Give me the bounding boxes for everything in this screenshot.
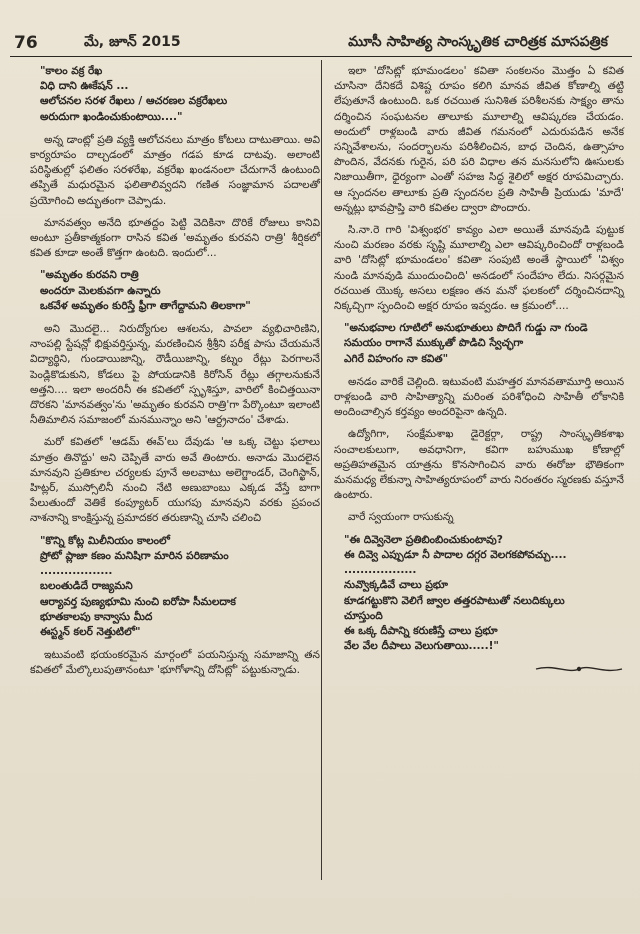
issue-date: మే, జూన్ 2015	[84, 33, 181, 50]
poem-line: చూస్తుంది	[344, 609, 383, 622]
paragraph: అని మొదలై... నిరుద్యోగుల ఆశలను, పావలా వ్యభిచారిణిని, నాంపల్లి స్టేషన్లో భిక్షువర్తిస్తున్న, మరణించిన శ్రీశ్రీని పరీక్ష పాసు చేయమనే విద్యార్థిని, గుండాయిజాన్ని, రౌడీయిజాన్ని, కట్నం రేట్లు పెరగాలనే పెండ్లికొడుకుని, కోడలు పై పోయడానికి కిరోసిన్ రేట్లు తగ్గాలనుకునే అత్తని.... ఇలా అందరినీ ఈ కవితలో స్పృశిస్తూ, వారిలో కించిత్తయినా దొరకని 'మానవత్వం'ను 'అమృతం కురవని రాత్రి'గా పేర్కొంటూ ఇలాంటి నీతిమాలిన సమాజంలో మనమున్నాం అని 'ఆర్ద్రనాదం' చేశాడు.	[30, 323, 320, 427]
poem-line: సమయం రాగానే ముక్కుతో పొడిచి స్వేచ్ఛగా	[344, 337, 524, 350]
poem-line: అందరూ మెలకువగా ఉన్నారు	[40, 284, 161, 297]
poem-excerpt	[40, 534, 320, 640]
poem-line: ..................	[344, 564, 417, 577]
poem-line: భూతకాలపు కాన్వాసు మీద	[40, 610, 153, 623]
end-ornament-icon	[534, 662, 624, 676]
poem-line: "కొన్ని కోట్ల మిలీనియం కాలంలో	[40, 534, 170, 547]
page-number: 76	[14, 33, 38, 53]
poem-excerpt	[344, 321, 624, 367]
end-ornament	[334, 662, 624, 681]
magazine-title: మూసీ సాహిత్య సాంస్కృతిక చారిత్రక మాసపత్రిక	[348, 33, 608, 50]
poem-excerpt	[40, 64, 320, 125]
poem-line: ఒకవేళ అమృతం కురిస్తే ఫ్రీగా తాగేద్దామని తిలకాగా"	[40, 299, 251, 312]
poem-excerpt	[344, 533, 624, 655]
paragraph: ఇటువంటి భయంకరమైన మార్గంలో పయనిస్తున్న సమాజాన్ని తన కవితలో మేల్కొలుపుతానంటూ 'భూగోళాన్ని దోసిట్లో' పట్టుకున్నాడు.	[30, 649, 320, 677]
poem-line: "అమృతం కురవని రాత్రి	[40, 269, 139, 282]
poem-line: ప్రోటో ప్లాజా కణం మనిషిగా మారిన పరిణామం	[40, 549, 229, 562]
poem-line: విధి దాని ఊకేషన్ ...	[40, 80, 129, 93]
paragraph: అన్న డాంట్లో ప్రతి వ్యక్తి ఆలోచనలు మాత్రం కోటలు దాటుతాయి. అవి కార్యరూపం దాల్చడంలో మాత్రం గడప కూడ దాటవు. అలాంటి పరిస్థితుల్లో ఫలితం సరళరేఖ, వక్రరేఖ ఖండనంలా చేదుగానే ఉంటుంది తప్పితే మధురమైన ఫలితాలివ్వదని గణిత సంజ్ఞామాన పదాలతో ప్రయోగించి అద్భుతంగా చెప్పాడు.	[30, 133, 320, 207]
page-header	[10, 30, 632, 57]
paragraph: అనడం వారికే చెల్లింది. ఇటువంటి మహత్తర మానవతామూర్తి అయిన రాళ్లబండి వారి సాహిత్యాన్ని మరింత పరిశోధించి సాహితీ లోకానికి అందించాల్సిన కర్తవ్యం అందరిపైనా ఉన్నది.	[334, 375, 624, 419]
right-column	[334, 64, 624, 682]
poem-line: ..................	[40, 565, 113, 578]
left-column	[30, 64, 320, 686]
poem-line: "అనుభవాల గూటిలో అనుభూతులు పొదిగే గుడ్డు నా గుండె	[344, 322, 588, 335]
poem-line: బలంతుడిదే రాజ్యమని	[40, 580, 133, 593]
poem-line: "ఈ దివ్వెనెలా ప్రతిబింబించుకుంటావు?	[344, 533, 503, 546]
poem-line: ఆలోచనల సరళ రేఖలు / ఆచరణల వక్రరేఖలు	[40, 95, 228, 108]
poem-line: ఆర్యావర్త పుణ్యభూమి నుంచి ఐరోపా సీమలదాక	[40, 595, 236, 608]
column-divider	[321, 60, 322, 880]
poem-line: కూడగట్టుకొని వెలిగే జ్వాల తత్తరపాటుతో నలుదిక్కులు	[344, 594, 565, 607]
paragraph: మానవత్వం అనేది భూతద్దం పెట్టి వెదికినా దొరికే రోజులు కానివి అంటూ ప్రతీకాత్మకంగా రాసిన కవిత 'అమృతం కురవని రాత్రి' శీర్షికలో కవిత కూడా అంతే కొత్తగా ఉంటది. ఇందులో...	[30, 216, 320, 260]
poem-line: ఈ దివ్వె ఎప్పుడూ నీ పాదాల దగ్గర వెలగకపోవచ్చు....	[344, 548, 567, 561]
poem-excerpt	[40, 268, 320, 314]
paragraph: మరో కవితలో 'ఆడమ్ ఈవ్'లు దేవుడు 'ఆ ఒక్క చెట్టు ఫలాలు మాత్రం తినొద్దు' అని చెప్పితే వారు అవే తింటారు. అనాడు మొదలైన మానవుని ప్రతికూల చర్యలకు పూనే అలవాటు అలెగ్జాండర్, చెంగిస్ఖాన్, హిట్లర్, ముస్సోలినీ నుంచి నేటి అణుబాంబు ఎక్కడ వేస్తే బాగా పేలుతుందో వెతికే కంప్యూటర్ యుగపు మానవుని వరకు ప్రపంచ నాశనాన్ని కాంక్షిస్తున్న ప్రమాదకర తరుణాన్ని చూసి చలించి	[30, 436, 320, 525]
poem-line: వేల వేల దీపాలు వెలుగుతాయి.....!"	[344, 640, 499, 653]
paragraph: ఉద్యోగిగా, సంక్షేమశాఖ డైరెక్టర్గా, రాష్ట్ర సాంస్కృతికశాఖ సంచాలకులుగా, అవధానిగా, కవిగా బహుముఖ కోణాల్లో అప్రతిహతమైన యాత్రను కొనసాగించిన వారు ఈరోజు భౌతికంగా మనమధ్య లేకున్నా సాహిత్యరూపంలో వారు నిరంతరం స్మరణకు వస్తూనే ఉంటారు.	[334, 428, 624, 502]
paragraph: సి.నా.రె గారి 'విశ్వంభర' కావ్యం ఎలా అయితే మానవుడి పుట్టుక నుంచి మరణం వరకు సృష్టి మూలాల్ని ఎలా ఆవిష్కరించిందో రాళ్లబండి వారి 'దోసిట్లో భూమండలం' కవితా సంపుటి అంతే స్థాయిలో 'విశ్వం నుండి మానవుడి ముందుంచింది' అనడంలో సందేహం లేదు. నిసర్గమైన రచయిత యొక్క అసలు లక్షణం తన మనో ఫలకంలో దర్శించినదాన్ని నిక్కచ్చిగా స్పందించి అక్షర రూపం ఇవ్వడం. ఆ క్రమంలో....	[334, 224, 624, 313]
paragraph: ఇలా 'దోసిట్లో భూమండలం' కవితా సంకలనం మొత్తం ఏ కవిత చూసినా దేనికదే విశిష్ట రూపం కలిగి మానవ జీవిత కోణాల్ని తట్టి లేపుతూనే ఉంటుంది. ఒక రచయిత సునిశిత పరిశీలనకు సాక్ష్యం తాను దర్శించిన సంఘటనల తాలూకు మూలాల్ని ఆవిష్కరణ చేయడం. అందులో రాళ్లబండి వారు జీవిత గమనంలో ఎదురుపడిన అనేక సన్నివేశాలను, సందర్భాలను పరిశీలించిన, బాధ చెందిన, ఉత్సాహం పొందిన, వేదనకు గురైన, పరి పరి విధాల తన మనసులోని ఊసులకు నిజాయితీగా, ధైర్యంగా ఎంతో సహజ సిద్ధ శైలిలో అక్షర రూపమిచ్చారు. ఆ స్పందనల తాలూకు ప్రతి స్పందనల ప్రతి సాహితీ ప్రియుడు 'మాదే' అన్నట్లు భావప్రాప్తి వారి కవితల ద్వారా పొందారు.	[334, 65, 624, 214]
poem-line: "కాలం వక్ర రేఖ	[40, 65, 103, 77]
poem-line: ఈస్ట్మన్ కలర్ నెత్తుటిలో"	[40, 625, 141, 638]
poem-line: ఎగిరే విహంగం నా కవిత"	[344, 352, 449, 365]
paragraph: వారే స్వయంగా రాసుకున్న	[348, 511, 454, 524]
poem-line: ఈ ఒక్క దీపాన్ని కరుణిస్తే చాలు ప్రభూ	[344, 624, 498, 637]
poem-line: అరుదుగా ఖండించుకుంటాయి...."	[40, 110, 183, 123]
poem-line: నువ్వొక్కడివే చాలు ప్రభూ	[344, 579, 448, 592]
